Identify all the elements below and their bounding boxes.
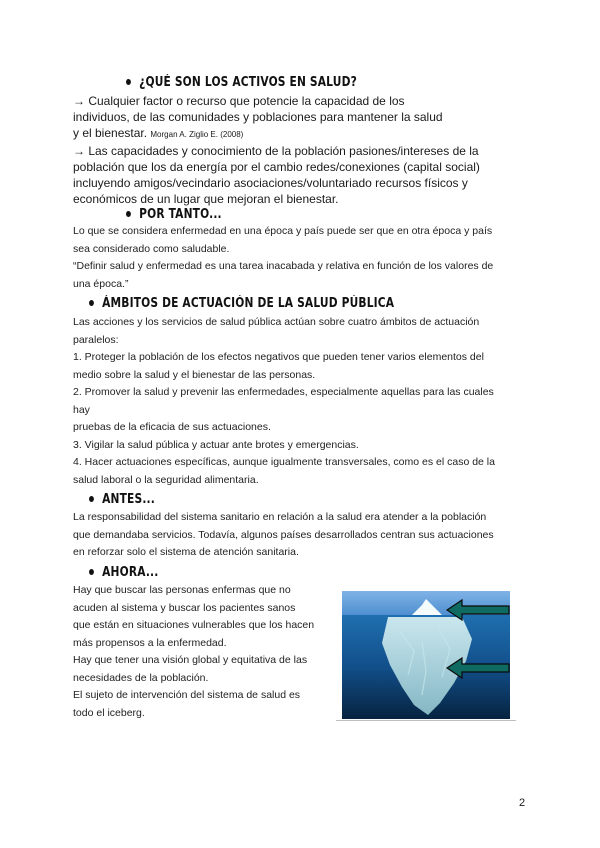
text-line: La responsabilidad del sistema sanitario en relación a la salud era atender a la población xyxy=(73,511,487,523)
text-line: una época.” xyxy=(73,277,129,290)
text-line: Hay que tener una visión global y equitativa de las xyxy=(73,654,308,666)
activos-item2-line4: económicos de un lugar que mejoran el bienestar. xyxy=(73,192,339,206)
text-line: que demandaba servicios. Todavía, algunos países desarrollados centran sus actuaciones xyxy=(73,528,494,541)
activos-item2-line1: → Las capacidades y conocimiento de la población pasiones/intereses de la xyxy=(73,144,479,158)
text-line: salud laboral o la seguridad alimentaria. xyxy=(73,473,259,486)
text-line: más propensos a la enfermedad. xyxy=(73,636,227,649)
text-line: pruebas de la eficacia de sus actuaciones. xyxy=(73,421,271,433)
text-line: 2. Promover la salud y prevenir las enfermedades, especialmente aquellas para las cuales xyxy=(73,386,494,398)
text-line: que están en situaciones vulnerables que los hacen xyxy=(73,619,315,631)
text-line: sea considerado como saludable. xyxy=(73,242,230,255)
activos-item2-line3: incluyendo amigos/vecindario asociaciones/voluntariado recursos físicos y xyxy=(73,176,468,190)
page-number: 2 xyxy=(519,797,526,809)
paragraph-antes xyxy=(73,509,494,562)
bullet-icon xyxy=(89,496,94,502)
activos-item1-line3: y el bienestar. xyxy=(73,126,148,140)
heading-ahora: AHORA... xyxy=(89,565,158,580)
text-line: hay xyxy=(73,403,90,416)
heading-por-tanto: POR TANTO... xyxy=(126,207,222,222)
text-line: 3. Vigilar la salud pública y actuar ante brotes y emergencias. xyxy=(73,438,359,451)
citation: Morgan A. Ziglio E. (2008) xyxy=(150,130,244,139)
heading-activos-salud: ¿QUÉ SON LOS ACTIVOS EN SALUD? xyxy=(126,75,357,90)
bullet-icon xyxy=(89,300,94,306)
bullet-icon xyxy=(126,79,131,85)
activos-item2-line2: población que los da energía por el cambio redes/conexiones (capital social) xyxy=(73,160,480,174)
bullet-icon xyxy=(89,569,94,575)
bullet-icon xyxy=(126,211,131,217)
text-line: 1. Proteger la población de los efectos negativos que pueden tener varios elementos del xyxy=(73,351,484,363)
text-line: todo el iceberg. xyxy=(73,706,145,719)
activos-item1-line1: → Cualquier factor o recurso que potencie la capacidad de los xyxy=(73,94,405,108)
paragraph-activos xyxy=(73,93,480,207)
text-line: “Definir salud y enfermedad es una tarea inacabada y relativa en función de los valores de xyxy=(73,260,494,272)
text-line: necesidades de la población. xyxy=(73,671,209,684)
paragraph-por-tanto xyxy=(73,223,493,293)
paragraph-ambitos xyxy=(73,314,495,489)
heading-ambitos: ÁMBITOS DE ACTUACIÓN DE LA SALUD PÚBLICA xyxy=(89,296,394,311)
activos-item1-line2: individuos, de las comunidades y poblaciones para mantener la salud xyxy=(73,110,443,124)
text-line: 4. Hacer actuaciones específicas, aunque igualmente transversales, como es el caso de la xyxy=(73,456,495,468)
text-line: medio sobre la salud y el bienestar de las personas. xyxy=(73,368,316,381)
divider xyxy=(336,720,516,721)
text-line: acuden al sistema y buscar los pacientes sanos xyxy=(73,601,296,614)
heading-antes: ANTES... xyxy=(89,492,155,507)
arrow-left-icon xyxy=(446,656,510,680)
paragraph-ahora xyxy=(73,582,314,722)
text-line: Las acciones y los servicios de salud pública actúan sobre cuatro ámbitos de actuación xyxy=(73,316,480,328)
text-line: paralelos: xyxy=(73,333,119,346)
text-line: en reforzar solo el sistema de atención sanitaria. xyxy=(73,546,299,558)
text-line: El sujeto de intervención del sistema de salud es xyxy=(73,689,301,701)
arrow-left-icon xyxy=(446,598,510,622)
text-line: Hay que buscar las personas enfermas que no xyxy=(73,584,291,596)
text-line: Lo que se considera enfermedad en una época y país puede ser que en otra época y país xyxy=(73,225,493,237)
